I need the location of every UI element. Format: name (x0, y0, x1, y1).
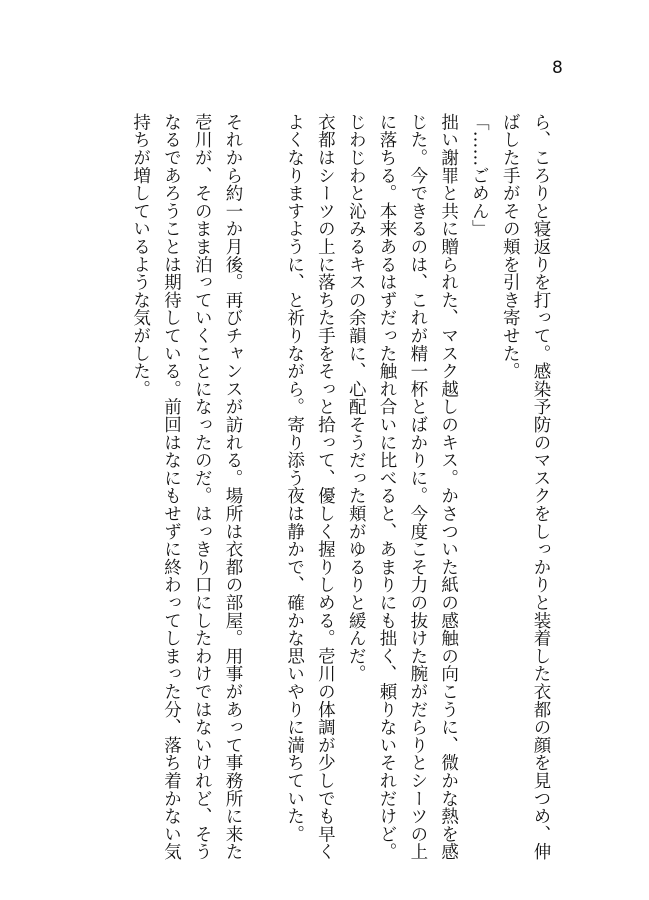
paragraph: 拙い謝罪と共に贈られた、マスク越しのキス。かさついた紙の感触の向こうに、微かな熱を感じた。今できるのは、これが精一杯とばかりに。今度こそ力の抜けた腕がだらりとシーツの上に落ちる。本来あるはずだった触れ合いに比べると、あまりにも拙く、頼りないそれだけど。 (377, 113, 459, 861)
paragraph: じわじわと沁みるキスの余韻に、心配そうだった頬がゆるりと緩んだ。 (346, 113, 367, 683)
paragraph: 衣都はシーツの上に落ちた手をそっと拾って、優しく握りしめる。壱川の体調が少しでも早くよくなりますように、と祈りながら。寄り添う夜は静かで、確かな思いやりに満ちていた。 (284, 113, 336, 861)
paragraph: ら、ころりと寝返りを打って。感染予防のマスクをしっかりと装着した衣都の顔を見つめ、伸ばした手がその頬を引き寄せた。 (500, 113, 551, 861)
body-text (125, 113, 556, 865)
paragraph: それから約一か月後。再びチャンスが訪れる。場所は衣都の部屋。用事があって事務所に来た壱川が、そのまま泊っていくことになったのだ。はっきり口にしたわけではないけれど、そうなるであろうことは期待している。前回はなにもせずに終わってしまった分、落ち着かない気持ちが増しているような気がした。 (130, 113, 244, 861)
page-number: 8 (552, 58, 563, 78)
paragraph: 「……ごめん」 (469, 113, 490, 238)
scene-break (248, 113, 279, 865)
